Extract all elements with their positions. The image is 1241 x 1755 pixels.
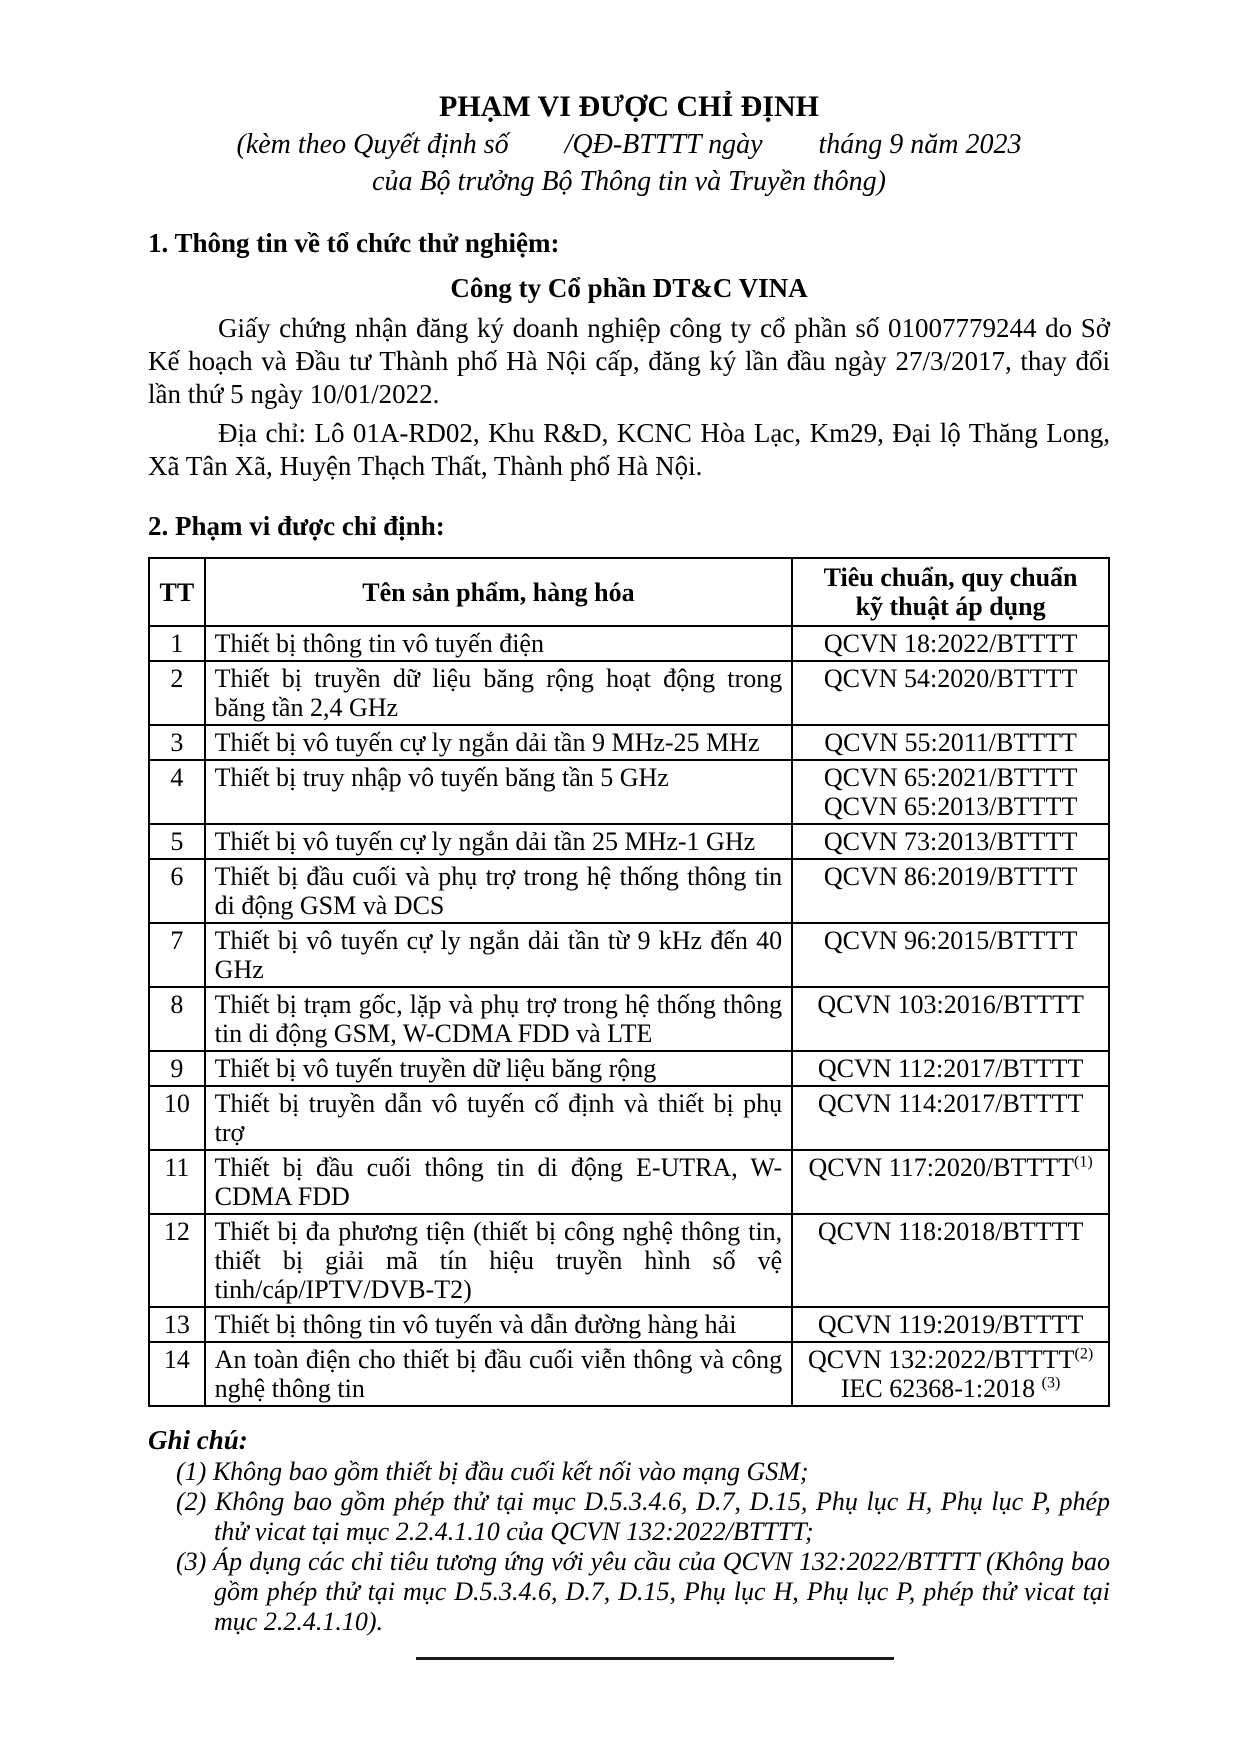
standard-codes [792,1086,1109,1150]
standard-codes [792,760,1109,824]
row-number: 3 [149,725,205,760]
row-number: 12 [149,1214,205,1307]
product-name: Thiết bị vô tuyến cự ly ngắn dải tần 25 MHz-1 GHz [205,824,793,859]
product-name: Thiết bị đầu cuối và phụ trợ trong hệ thống thông tin di động GSM và DCS [205,859,793,923]
standard-codes [792,859,1109,923]
standard-codes [792,1307,1109,1342]
table-row [149,1051,1109,1086]
product-name: Thiết bị trạm gốc, lặp và phụ trợ trong hệ thống thông tin di động GSM, W-CDMA FDD và LTE [205,987,793,1051]
note-item: (2) Không bao gồm phép thử tại mục D.5.3.4.6, D.7, D.15, Phụ lục H, Phụ lục P, phép thử vicat tại mục 2.2.4.1.10 của QCVN 132:2022/BTTTT; [176,1487,1110,1546]
footnote-marker: (1) [1074,1153,1093,1171]
product-name: Thiết bị truy nhập vô tuyến băng tần 5 GHz [205,760,793,824]
standard-codes [792,1150,1109,1214]
product-name: An toàn điện cho thiết bị đầu cuối viễn thông và công nghệ thông tin [205,1342,793,1406]
footer-separator-line [416,1657,894,1660]
product-name: Thiết bị thông tin vô tuyến và dẫn đường hàng hải [205,1307,793,1342]
row-number: 8 [149,987,205,1051]
table-row [149,1307,1109,1342]
standard-codes [792,923,1109,987]
column-header: Tên sản phẩm, hàng hóa [205,558,793,626]
standard-code: QCVN 18:2022/BTTTT [823,629,1078,658]
standard-code: QCVN 54:2020/BTTTT [823,664,1078,693]
table-row [149,1086,1109,1150]
product-name: Thiết bị thông tin vô tuyến điện [205,626,793,661]
standard-codes [792,987,1109,1051]
product-name: Thiết bị vô tuyến cự ly ngắn dải tần từ 9 kHz đến 40 GHz [205,923,793,987]
standard-codes [792,1214,1109,1307]
standard-code: QCVN 119:2019/BTTTT [817,1310,1084,1339]
row-number: 7 [149,923,205,987]
table-header-row [149,558,1109,626]
company-name: Công ty Cổ phần DT&C VINA [450,273,808,303]
standard-code: QCVN 118:2018/BTTTT [817,1217,1084,1246]
table-row [149,987,1109,1051]
column-header: TT [149,558,205,626]
row-number: 10 [149,1086,205,1150]
address-paragraph: Địa chỉ: Lô 01A-RD02, Khu R&D, KCNC Hòa Lạc, Km29, Đại lộ Thăng Long, Xã Tân Xã, Huyện Thạch Thất, Thành phố Hà Nội. [148,418,1110,481]
product-name: Thiết bị đa phương tiện (thiết bị công nghệ thông tin, thiết bị giải mã tín hiệu truyền hình số vệ tinh/cáp/IPTV/DVB-T2) [205,1214,793,1307]
product-name: Thiết bị truyền dẫn vô tuyến cố định và thiết bị phụ trợ [205,1086,793,1150]
standard-code: QCVN 55:2011/BTTTT [824,728,1077,757]
standard-code: QCVN 73:2013/BTTTT [823,827,1078,856]
standard-code: IEC 62368-1:2018 $^{(3)}$ [840,1374,1061,1403]
table-row [149,859,1109,923]
table-row [149,1342,1109,1406]
document-subtitle-line1: (kèm theo Quyết định số /QĐ-BTTTT ngày tháng 9 năm 2023 [236,129,1022,160]
notes-section [148,1423,1110,1637]
standard-code: QCVN 112:2017/BTTTT [817,1054,1084,1083]
standard-code: QCVN 117:2020/BTTTT$^{(1)}$ [808,1153,1093,1182]
row-number: 2 [149,661,205,725]
section2-heading: 2. Phạm vi được chỉ định: [148,511,445,541]
row-number: 4 [149,760,205,824]
table-row [149,661,1109,725]
standard-codes [792,824,1109,859]
row-number: 9 [149,1051,205,1086]
note-item: (1) Không bao gồm thiết bị đầu cuối kết nối vào mạng GSM; [176,1457,809,1486]
row-number: 14 [149,1342,205,1406]
product-name: Thiết bị vô tuyến truyền dữ liệu băng rộng [205,1051,793,1086]
standard-codes [792,1342,1109,1406]
designated-scope-table [148,557,1110,1407]
standard-code: QCVN 86:2019/BTTTT [823,862,1078,891]
table-row [149,1150,1109,1214]
row-number: 5 [149,824,205,859]
standard-code: QCVN 65:2021/BTTTT [823,763,1078,792]
notes-heading: Ghi chú: [148,1425,248,1455]
standard-code: QCVN 65:2013/BTTTT [823,792,1078,821]
row-number: 13 [149,1307,205,1342]
footnote-marker: (3) [1041,1374,1061,1392]
row-number: 6 [149,859,205,923]
table-row [149,725,1109,760]
footnote-marker: (2) [1074,1345,1094,1363]
product-name: Thiết bị đầu cuối thông tin di động E-UTRA, W-CDMA FDD [205,1150,793,1214]
table-row [149,1214,1109,1307]
standard-codes [792,626,1109,661]
row-number: 1 [149,626,205,661]
table-row [149,760,1109,824]
registration-paragraph: Giấy chứng nhận đăng ký doanh nghiệp công ty cổ phần số 01007779244 do Sở Kế hoạch và Đầu tư Thành phố Hà Nội cấp, đăng ký lần đầu ngày 27/3/2017, thay đổi lần thứ 5 ngày 10/01/2022. [148,313,1110,409]
product-name: Thiết bị vô tuyến cự ly ngắn dải tần 9 MHz-25 MHz [205,725,793,760]
row-number: 11 [149,1150,205,1214]
standard-codes [792,725,1109,760]
standard-code: QCVN 96:2015/BTTTT [823,926,1078,955]
note-item: (3) Áp dụng các chỉ tiêu tương ứng với yêu cầu của QCVN 132:2022/BTTTT (Không bao gồm phép thử tại mục D.5.3.4.6, D.7, D.15, Phụ lục H, Phụ lục P, phép thử vicat tại mục 2.2.4.1.10). [176,1547,1110,1636]
document-subtitle-line2: của Bộ trưởng Bộ Thông tin và Truyền thông) [372,166,886,197]
standard-codes [792,661,1109,725]
standard-code: QCVN 103:2016/BTTTT [817,990,1084,1019]
standard-codes [792,1051,1109,1086]
notes-list [148,1457,1110,1637]
standard-code: QCVN 132:2022/BTTTT$^{(2)}$ [808,1345,1094,1374]
table-row [149,923,1109,987]
standard-code: QCVN 114:2017/BTTTT [817,1089,1084,1118]
table-row [149,824,1109,859]
product-name: Thiết bị truyền dữ liệu băng rộng hoạt động trong băng tần 2,4 GHz [205,661,793,725]
section1-heading: 1. Thông tin về tổ chức thử nghiệm: [148,228,560,258]
document-title: PHẠM VI ĐƯỢC CHỈ ĐỊNH [439,90,819,123]
table-row [149,626,1109,661]
column-header: Tiêu chuẩn, quy chuẩn kỹ thuật áp dụng [792,558,1109,626]
